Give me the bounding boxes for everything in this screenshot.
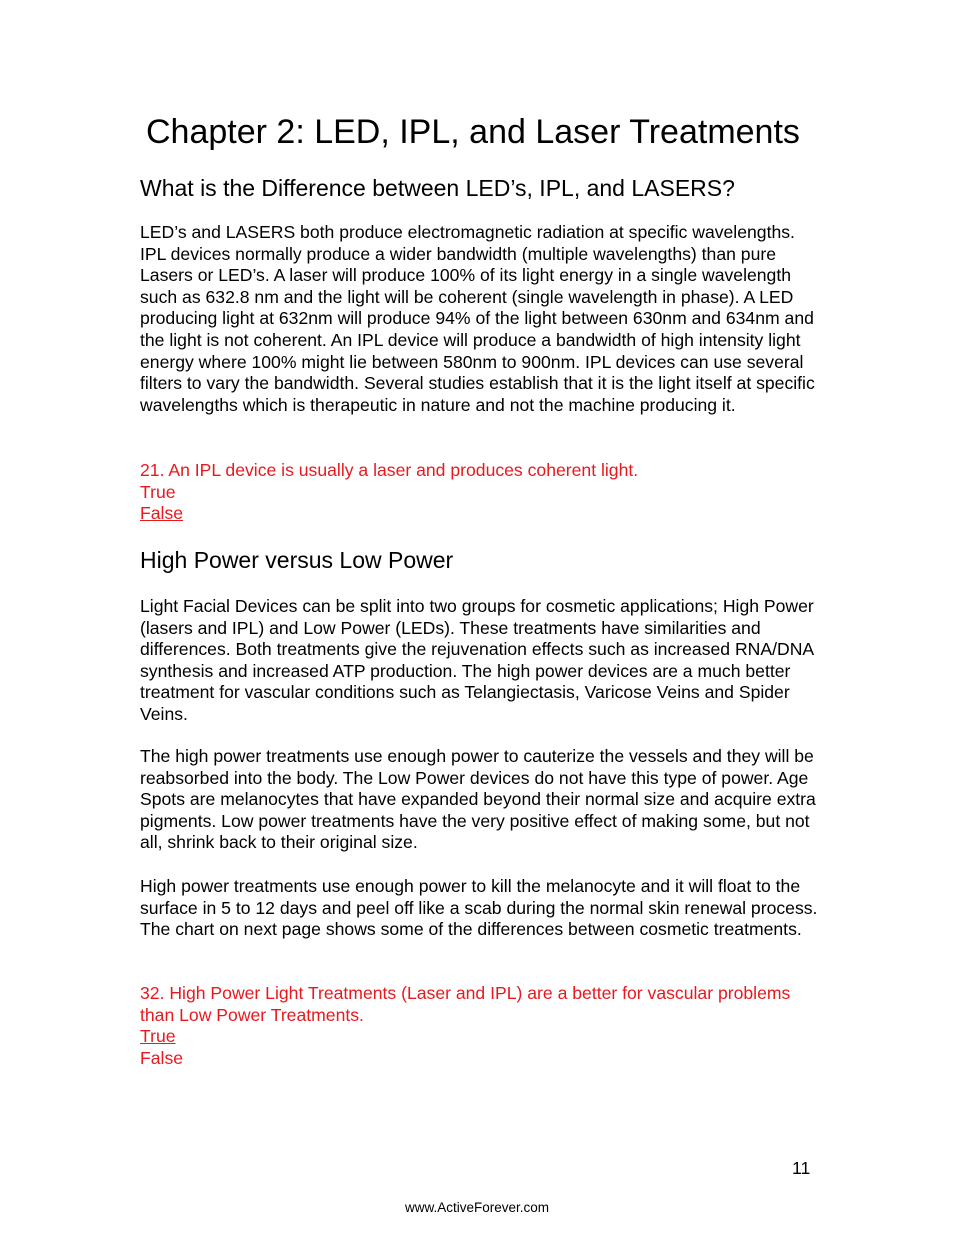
question-32 <box>140 983 820 1069</box>
paragraph-difference: LED’s and LASERS both produce electromagnetic radiation at specific wavelengths. IPL devices normally produce a wider bandwidth (multiple wavelengths) than pure Lasers or LED’s. A laser will produce 100% of its light energy in a single wavelength such as 632.8 nm and the light will be coherent (single wavelength in phase). A LED producing light at 632nm will produce 94% of the light between 630nm and 634nm and the light is not coherent. An IPL device will produce a bandwidth of high intensity light energy where 100% might lie between 580nm to 900nm. IPL devices can use several filters to vary the bandwidth. Several studies establish that it is the light itself at specific wavelengths which is therapeutic in nature and not the machine producing it. <box>140 222 815 415</box>
section-heading-difference: What is the Difference between LED’s, IPL, and LASERS? <box>140 175 735 201</box>
section-heading-power: High Power versus Low Power <box>140 547 454 573</box>
paragraph-power-2: The high power treatments use enough power to cauterize the vessels and they will be reabsorbed into the body. The Low Power devices do not have this type of power. Age Spots are melanocytes that have expanded beyond their normal size and acquire extra pigments. Low power treatments have the very positive effect of making some, but not all, shrink back to their original size. <box>140 746 816 853</box>
question-32-option-false[interactable]: False <box>140 1047 184 1068</box>
footer-url[interactable]: www.ActiveForever.com <box>404 1200 550 1215</box>
question-21-option-false[interactable]: False <box>140 503 184 524</box>
paragraph-power-1: Light Facial Devices can be split into two groups for cosmetic applications; High Power (lasers and IPL) and Low Power (LEDs). These treatments have similarities and differences. Both treatments give the rejuvenation effects such as increased RNA/DNA synthesis and increased ATP production. The high power devices are a much better treatment for vascular conditions such as Telangiectasis, Varicose Veins and Spider Veins. <box>140 596 814 724</box>
page-number: 11 <box>792 1158 811 1178</box>
question-21-text: 21. An IPL device is usually a laser and produces coherent light. <box>140 460 639 480</box>
question-32-option-true[interactable]: True <box>140 1026 176 1047</box>
paragraph-power-3: High power treatments use enough power to kill the melanocyte and it will float to the surface in 5 to 12 days and peel off like a scab during the normal skin renewal process. The chart on next page shows some of the differences between cosmetic treatments. <box>140 876 818 940</box>
question-32-text: 32. High Power Light Treatments (Laser and IPL) are a better for vascular problems than Low Power Treatments. <box>140 983 791 1025</box>
question-21 <box>140 460 820 525</box>
chapter-title: Chapter 2: LED, IPL, and Laser Treatments <box>146 113 800 151</box>
question-21-option-true[interactable]: True <box>140 481 176 502</box>
